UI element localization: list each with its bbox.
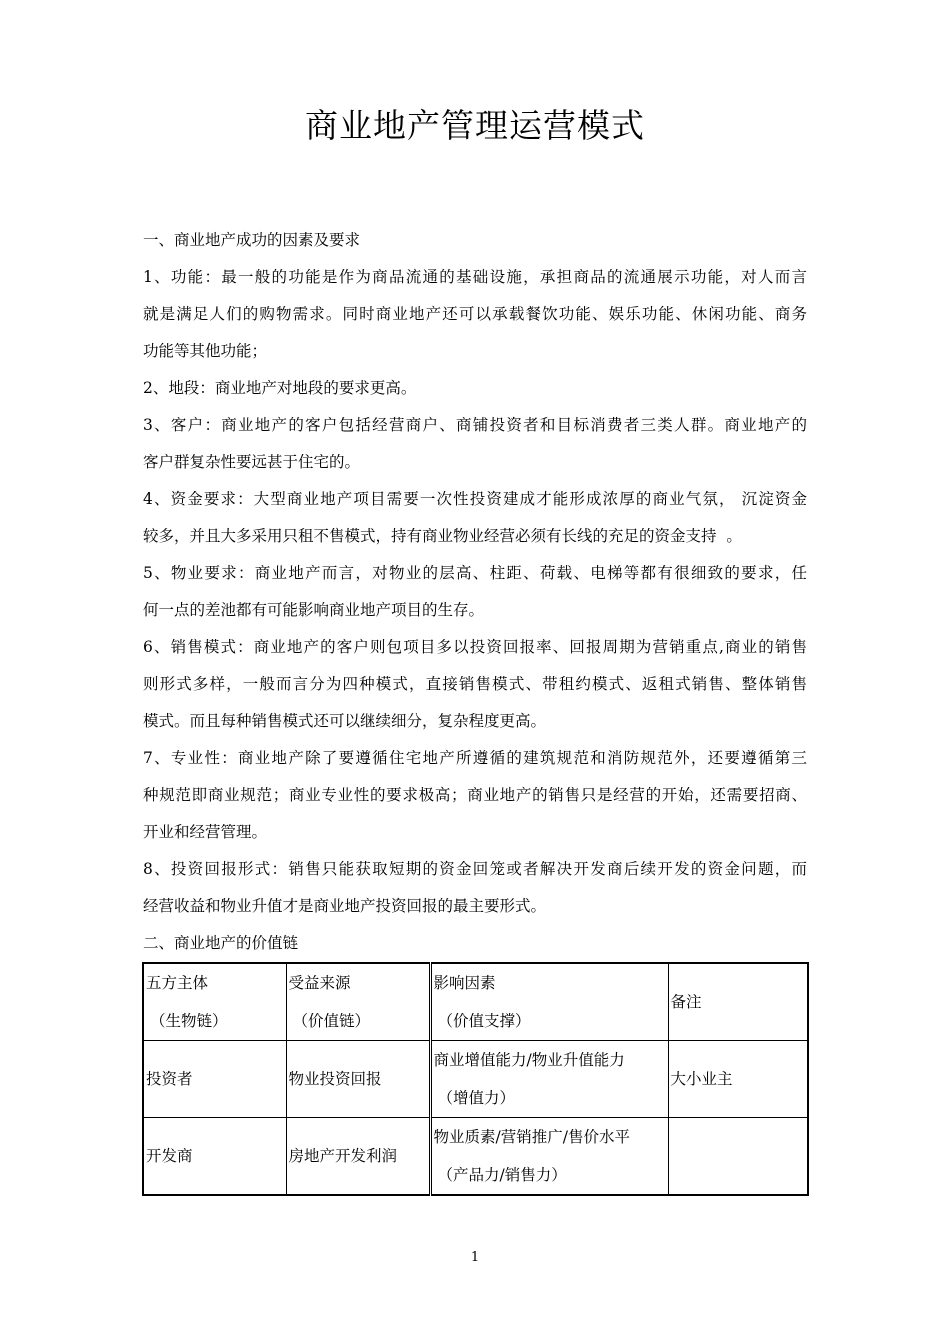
text-line: 客户群复杂性要远甚于住宅的。 — [143, 453, 361, 471]
table-cell-factor — [430, 1041, 668, 1118]
text-line: 开业和经营管理。 — [143, 823, 268, 841]
table-cell-subject: 开发商 — [143, 1118, 286, 1196]
text-line: 经营收益和物业升值才是商业地产投资回报的最主要形式。 — [143, 897, 547, 915]
table-cell-note: 大小业主 — [668, 1041, 808, 1118]
header-sublabel: （价值支撑） — [437, 1012, 531, 1030]
paragraph — [143, 555, 807, 629]
table-header-cell — [143, 963, 286, 1041]
text-line: 则形式多样，一般而言分为四种模式，直接销售模式、带租约模式、返租式销售、整体销售 — [143, 675, 807, 693]
table-cell-subject: 投资者 — [143, 1041, 286, 1118]
text-line: 就是满足人们的购物需求。同时商业地产还可以承载餐饮功能、娱乐功能、休闲功能、商务 — [143, 305, 807, 323]
paragraph — [143, 629, 807, 740]
text-line: 8、投资回报形式：销售只能获取短期的资金回笼或者解决开发商后续开发的资金问题，而 — [143, 860, 807, 878]
section-heading: 一、商业地产成功的因素及要求 — [143, 231, 361, 249]
section-heading: 二、商业地产的价值链 — [143, 934, 299, 952]
factor-text: 商业增值能力/物业升值能力 — [433, 1051, 625, 1069]
factor-text: 物业质素/营销推广/售价水平 — [433, 1128, 630, 1146]
text-line: 6、销售模式：商业地产的客户则包项目多以投资回报率、回报周期为营销重点,商业的销售 — [143, 638, 807, 656]
paragraph — [143, 407, 807, 481]
header-label: 五方主体 — [146, 974, 209, 992]
text-line: 模式。而且每种销售模式还可以继续细分，复杂程度更高。 — [143, 712, 547, 730]
paragraph — [143, 481, 807, 555]
value-chain-table — [142, 962, 809, 1196]
factor-subtext: （增值力） — [437, 1089, 516, 1107]
table-cell-source: 房地产开发利润 — [286, 1118, 430, 1196]
header-label: 受益来源 — [288, 974, 351, 992]
page-number: 1 — [470, 1250, 480, 1265]
table-cell-factor — [430, 1118, 668, 1196]
table-header-cell — [430, 963, 668, 1041]
text-line: 3、客户：商业地产的客户包括经营商户、商铺投资者和目标消费者三类人群。商业地产的 — [143, 416, 807, 434]
text-line: 较多，并且大多采用只租不售模式，持有商业物业经营必须有长线的充足的资金支持 。 — [143, 527, 742, 545]
text-line: 种规范即商业规范；商业专业性的要求极高；商业地产的销售只是经营的开始，还需要招商、 — [143, 786, 807, 804]
factor-subtext: （产品力/销售力） — [437, 1166, 567, 1184]
document-body — [143, 222, 807, 962]
text-line: 2、地段：商业地产对地段的要求更高。 — [143, 379, 417, 397]
header-label: 备注 — [670, 993, 702, 1011]
text-line: 何一点的差池都有可能影响商业地产项目的生存。 — [143, 601, 485, 619]
text-line: 7、专业性：商业地产除了要遵循住宅地产所遵循的建筑规范和消防规范外，还要遵循第三 — [143, 749, 807, 767]
document-title: 商业地产管理运营模式 — [305, 106, 645, 145]
table-header-row — [143, 963, 808, 1041]
header-label: 影响因素 — [433, 974, 496, 992]
table-row — [143, 1041, 808, 1118]
text-line: 4、资金要求：大型商业地产项目需要一次性投资建成才能形成浓厚的商业气氛， 沉淀资金 — [143, 490, 807, 508]
paragraph — [143, 740, 807, 851]
header-sublabel: （生物链） — [150, 1012, 228, 1030]
table-header-cell — [286, 963, 430, 1041]
table-header-cell — [668, 963, 808, 1041]
table-cell-note — [668, 1118, 808, 1196]
table-row — [143, 1118, 808, 1196]
header-sublabel: （价值链） — [292, 1012, 371, 1030]
text-line: 功能等其他功能； — [143, 342, 268, 360]
paragraph — [143, 851, 807, 925]
table-cell-source: 物业投资回报 — [286, 1041, 430, 1118]
paragraph — [143, 370, 807, 407]
text-line: 1、功能：最一般的功能是作为商品流通的基础设施，承担商品的流通展示功能，对人而言 — [143, 268, 807, 286]
paragraph — [143, 259, 807, 370]
text-line: 5、物业要求：商业地产而言，对物业的层高、柱距、荷载、电梯等都有很细致的要求，任 — [143, 564, 807, 582]
